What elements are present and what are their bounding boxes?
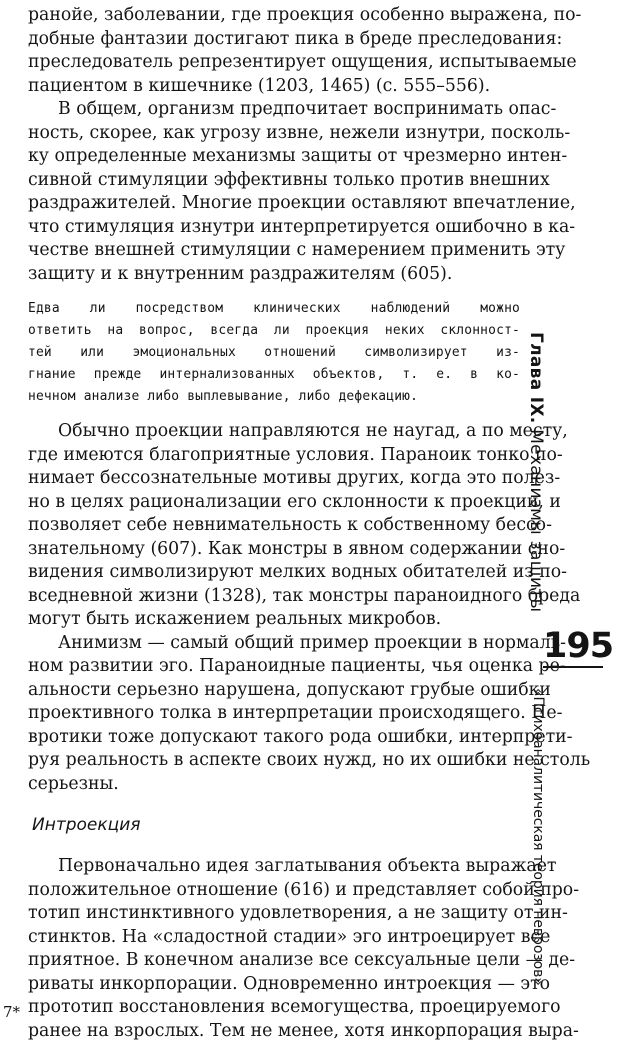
text-line: позволяет себе невнимательность к собственному бессо-	[28, 514, 520, 538]
text-line: знательному (607). Как монстры в явном содержании сно-	[28, 538, 520, 562]
text-line: Первоначально идея заглатывания объекта выражает	[28, 855, 520, 879]
text-line: но в целях рационализации его склонности к проекции, и	[28, 491, 520, 515]
text-line: серьезны.	[28, 773, 520, 797]
text-line: ранойе, заболевании, где проекция особенно выражена, по-	[28, 4, 520, 28]
quote-line: ответить на вопрос, всегда ли проекция неких склонност-	[28, 320, 520, 342]
text-line: добные фантазии достигают пика в бреде преследования:	[28, 28, 520, 52]
book-title: «Психоаналитическая теория неврозов»	[530, 688, 546, 986]
text-line: приятное. В конечном анализе все сексуальные цели — де-	[28, 949, 520, 973]
quote-line: тей или эмоциональных отношений символизирует из-	[28, 342, 520, 364]
text-line: вседневной жизни (1328), так монстры параноидного бреда	[28, 585, 520, 609]
chapter-title: Механизмы защиты	[526, 429, 546, 612]
text-line: ном развитии эго. Параноидные пациенты, чья оценка ре-	[28, 655, 520, 679]
text-line: В общем, организм предпочитает воспринимать опас-	[28, 98, 520, 122]
running-head	[526, 332, 546, 612]
text-line: ранее на взрослых. Тем не менее, хотя инкорпорация выра-	[28, 1020, 520, 1043]
text-line: что стимуляция изнутри интерпретируется ошибочно в ка-	[28, 216, 520, 240]
text-line: положительное отношение (616) и представляет собой про-	[28, 879, 520, 903]
signature-mark: 7*	[3, 1003, 20, 1021]
text-line: преследователь репрезентирует ощущения, испытываемые	[28, 51, 520, 75]
text-line: защиту и к внутренним раздражителям (605).	[28, 263, 520, 287]
text-line: пациентом в кишечнике (1203, 1465) (с. 555–556).	[28, 75, 520, 99]
main-text-column	[28, 4, 520, 1043]
quote-line: нечном анализе либо выплевывание, либо дефекацию.	[28, 386, 520, 408]
text-line: тотип инстинктивного удовлетворения, а не защиту от ин-	[28, 902, 520, 926]
paragraph-5	[28, 855, 520, 1043]
text-line: могут быть искажением реальных микробов.	[28, 608, 520, 632]
text-line: проективного толка в интерпретации происходящего. Не-	[28, 702, 520, 726]
text-line: стинктов. На «сладостной стадии» эго интроецирует все	[28, 926, 520, 950]
quote-line: гнание прежде интернализованных объектов, т. е. в ко-	[28, 364, 520, 386]
text-line: сивной стимуляции эффективны только против внешних	[28, 169, 520, 193]
text-line: риваты инкорпорации. Одновременно интроекция — это	[28, 973, 520, 997]
paragraph-4	[28, 632, 520, 797]
page-number: 195	[543, 626, 603, 668]
paragraph-1	[28, 4, 520, 98]
text-line: прототип восстановления всемогущества, проецируемого	[28, 996, 520, 1020]
block-quote	[28, 298, 520, 408]
paragraph-2	[28, 98, 520, 286]
text-line: честве внешней стимуляции с намерением применить эту	[28, 239, 520, 263]
text-line: ку определенные механизмы защиты от чрезмерно интен-	[28, 145, 520, 169]
text-line: видения символизируют мелких водных обитателей из по-	[28, 561, 520, 585]
text-line: раздражителей. Многие проекции оставляют впечатление,	[28, 192, 520, 216]
text-line: где имеются благоприятные условия. Параноик тонко по-	[28, 444, 520, 468]
text-line: нимает бессознательные мотивы других, когда это полез-	[28, 467, 520, 491]
chapter-label: Глава IX.	[526, 332, 546, 424]
text-line: ность, скорее, как угрозу извне, нежели изнутри, посколь-	[28, 122, 520, 146]
text-line: Анимизм — самый общий пример проекции в нормаль-	[28, 632, 520, 656]
text-line: Обычно проекции направляются не наугад, а по месту,	[28, 420, 520, 444]
section-subheading: Интроекция	[28, 814, 520, 837]
text-line: вротики тоже допускают такого рода ошибки, интерпрети-	[28, 726, 520, 750]
paragraph-3	[28, 420, 520, 632]
text-line: руя реальность в аспекте своих нужд, но их ошибки не столь	[28, 749, 520, 773]
quote-line: Едва ли посредством клинических наблюдений можно	[28, 298, 520, 320]
text-line: альности серьезно нарушена, допускают грубые ошибки	[28, 679, 520, 703]
